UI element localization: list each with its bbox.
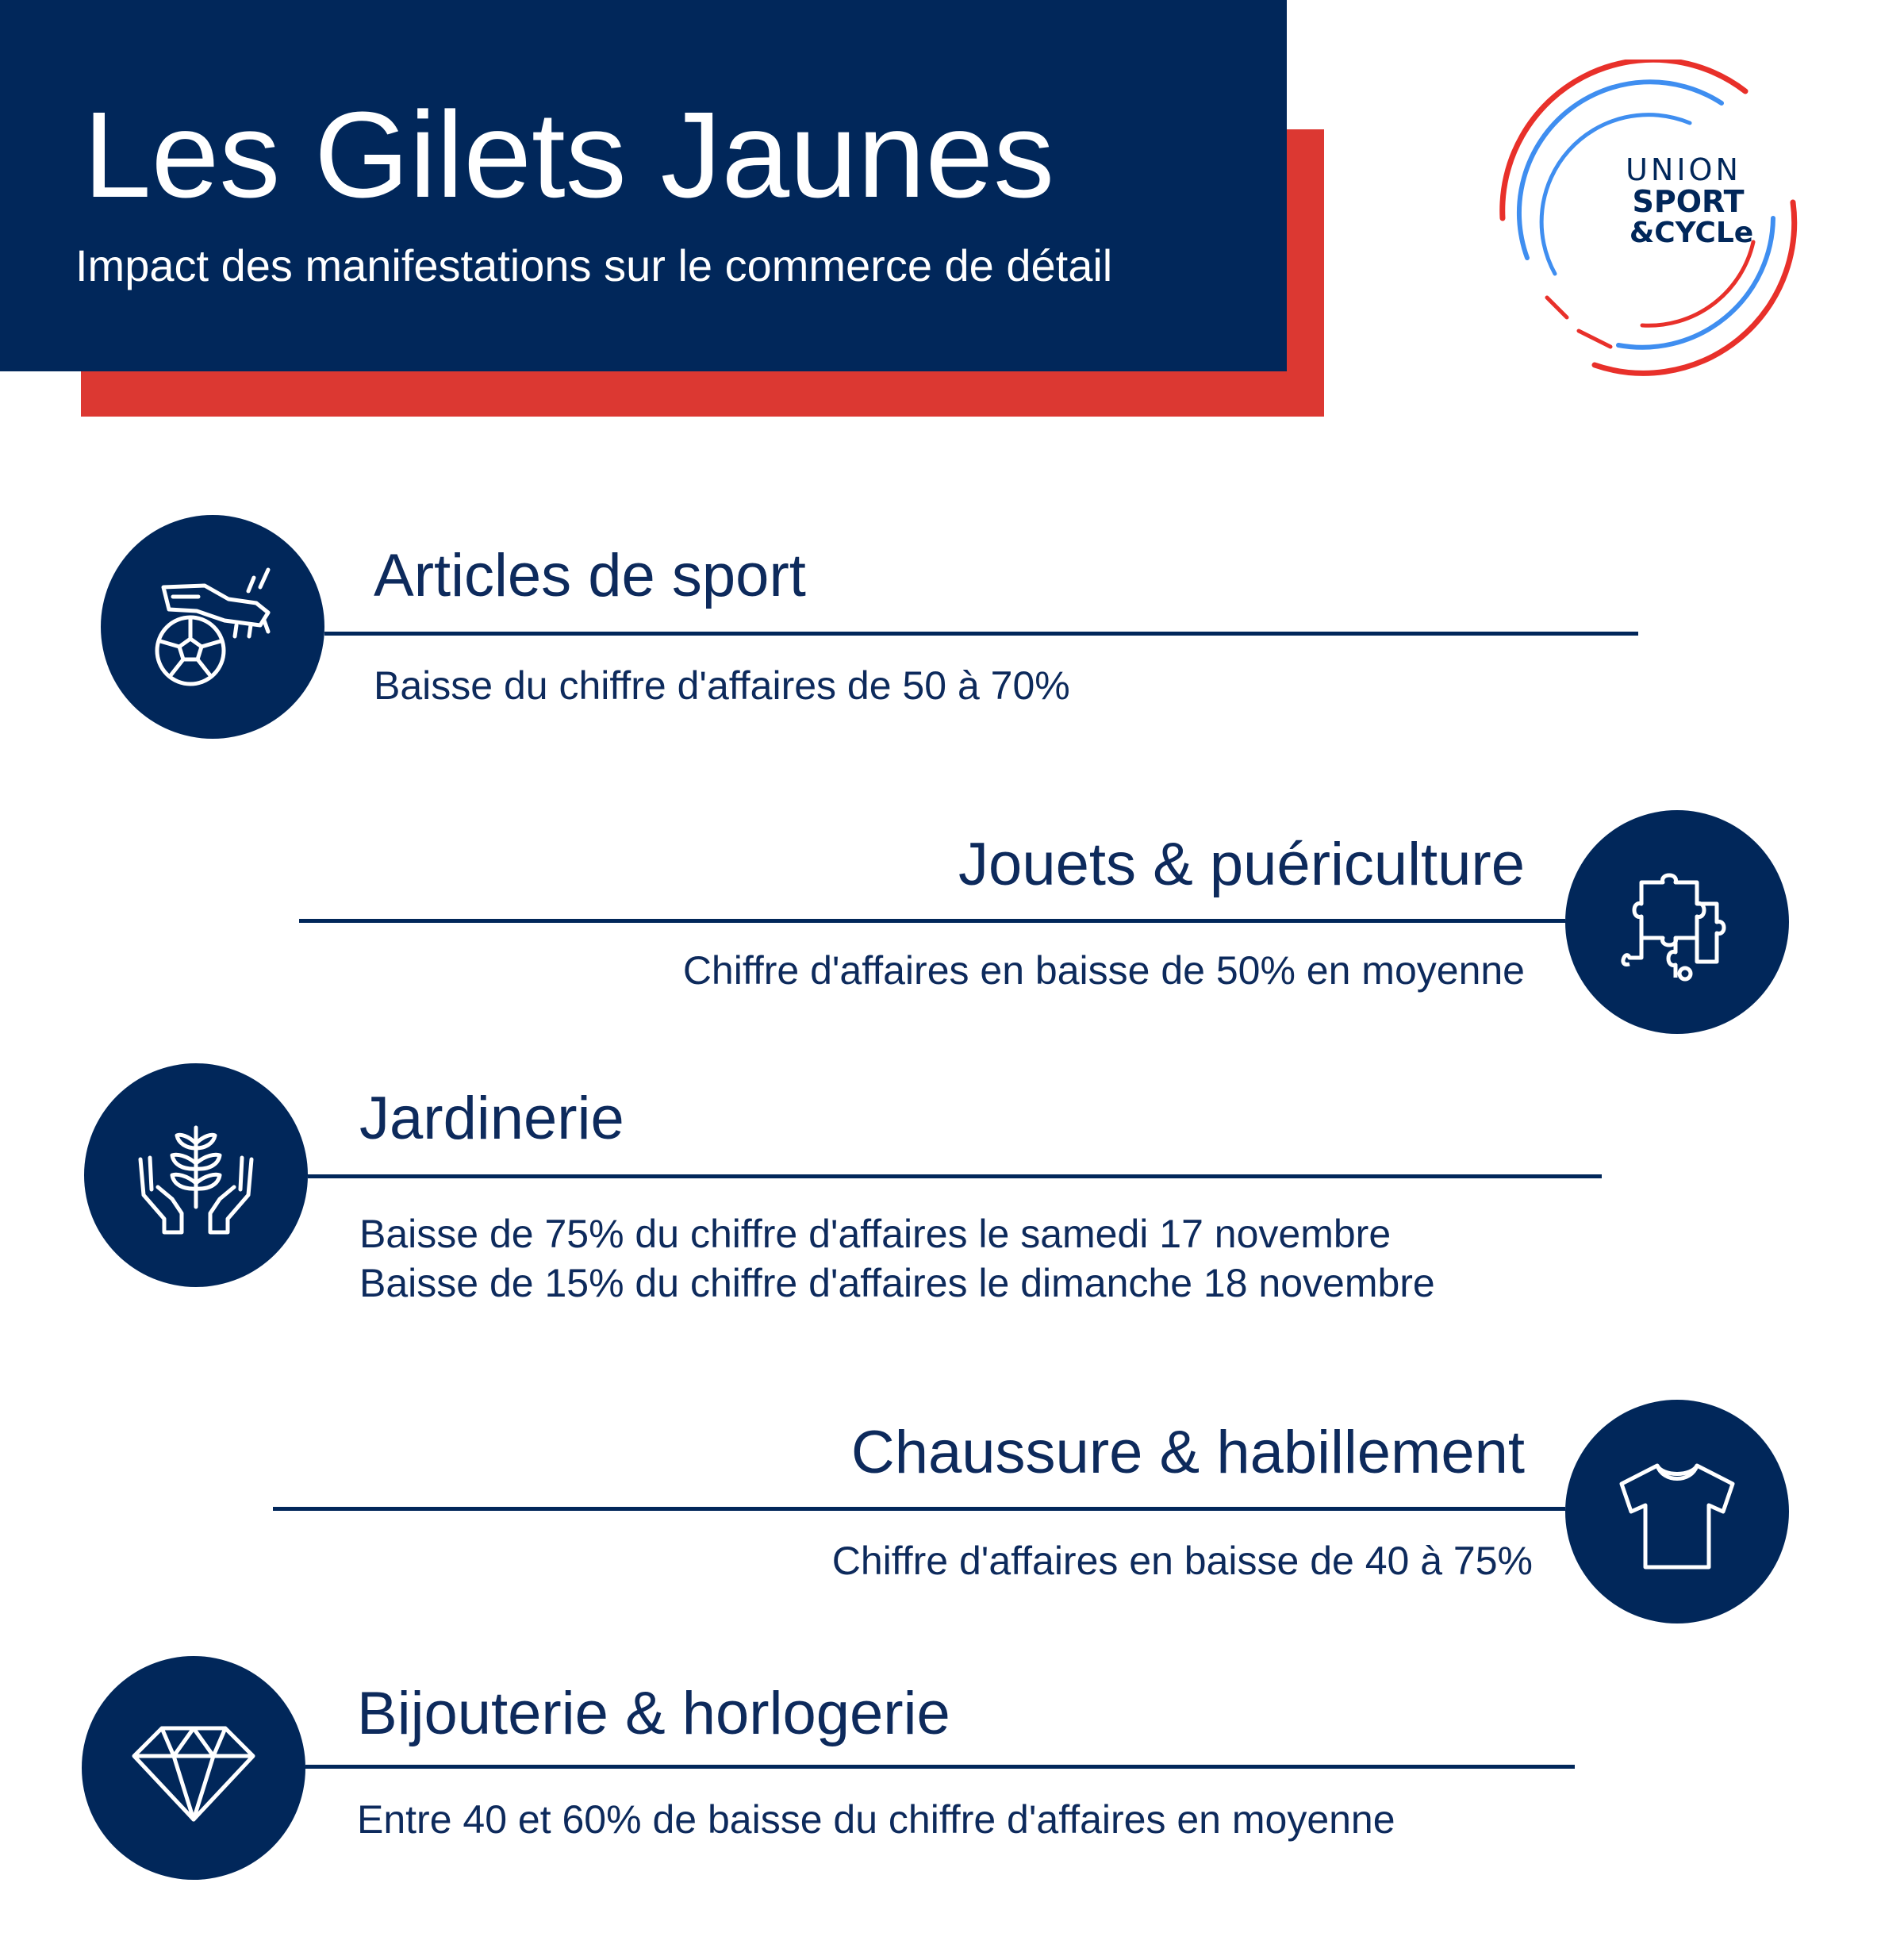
header-banner <box>0 0 1287 371</box>
category-desc-garden-sunday: Baisse de 15% du chiffre d'affaires le dimanche 18 novembre <box>359 1261 1435 1305</box>
jewelry-icon-circle <box>82 1656 305 1880</box>
category-divider-toys <box>299 919 1565 923</box>
plant-hands-icon <box>132 1112 259 1239</box>
logo-text-cycle: &CYCLe <box>1629 217 1754 249</box>
clothing-icon-circle <box>1565 1400 1789 1623</box>
category-desc-sport: Baisse du chiffre d'affaires de 50 à 70% <box>374 663 1070 708</box>
category-title-sport: Articles de sport <box>374 542 806 609</box>
toys-icon-circle <box>1565 810 1789 1034</box>
category-divider-garden <box>308 1174 1602 1178</box>
logo-text-union: UNION <box>1626 152 1741 187</box>
category-divider-clothing <box>273 1507 1565 1511</box>
category-desc-toys: Chiffre d'affaires en baisse de 50% en moyenne <box>682 948 1525 993</box>
category-title-jewelry: Bijouterie & horlogerie <box>357 1680 950 1747</box>
sport-icon-circle <box>101 515 324 739</box>
category-title-clothing: Chaussure & habillement <box>850 1419 1525 1486</box>
category-divider-sport <box>324 632 1638 636</box>
garden-icon-circle <box>84 1063 308 1287</box>
union-sport-cycle-logo <box>1491 60 1809 385</box>
category-title-garden: Jardinerie <box>359 1085 624 1152</box>
diamond-icon <box>130 1704 257 1831</box>
category-divider-jewelry <box>305 1765 1575 1769</box>
page-subtitle: Impact des manifestations sur le commerce de détail <box>75 240 1113 290</box>
category-desc-clothing: Chiffre d'affaires en baisse de 40 à 75% <box>831 1539 1533 1583</box>
tshirt-icon <box>1614 1448 1741 1575</box>
logo-red-arc-inner <box>1642 242 1753 325</box>
logo-red-dash <box>1579 331 1610 347</box>
puzzle-icon <box>1614 859 1741 986</box>
category-title-toys: Jouets & puériculture <box>958 831 1525 898</box>
category-desc-jewelry: Entre 40 et 60% de baisse du chiffre d'affaires en moyenne <box>357 1797 1395 1842</box>
logo-red-dash-2 <box>1547 298 1567 317</box>
category-desc-garden-saturday: Baisse de 75% du chiffre d'affaires le samedi 17 novembre <box>359 1212 1392 1256</box>
soccer-ball-boot-icon <box>149 563 276 690</box>
page-title: Les Gilets Jaunes <box>83 86 1055 223</box>
logo-text-sport: SPORT <box>1632 184 1745 219</box>
